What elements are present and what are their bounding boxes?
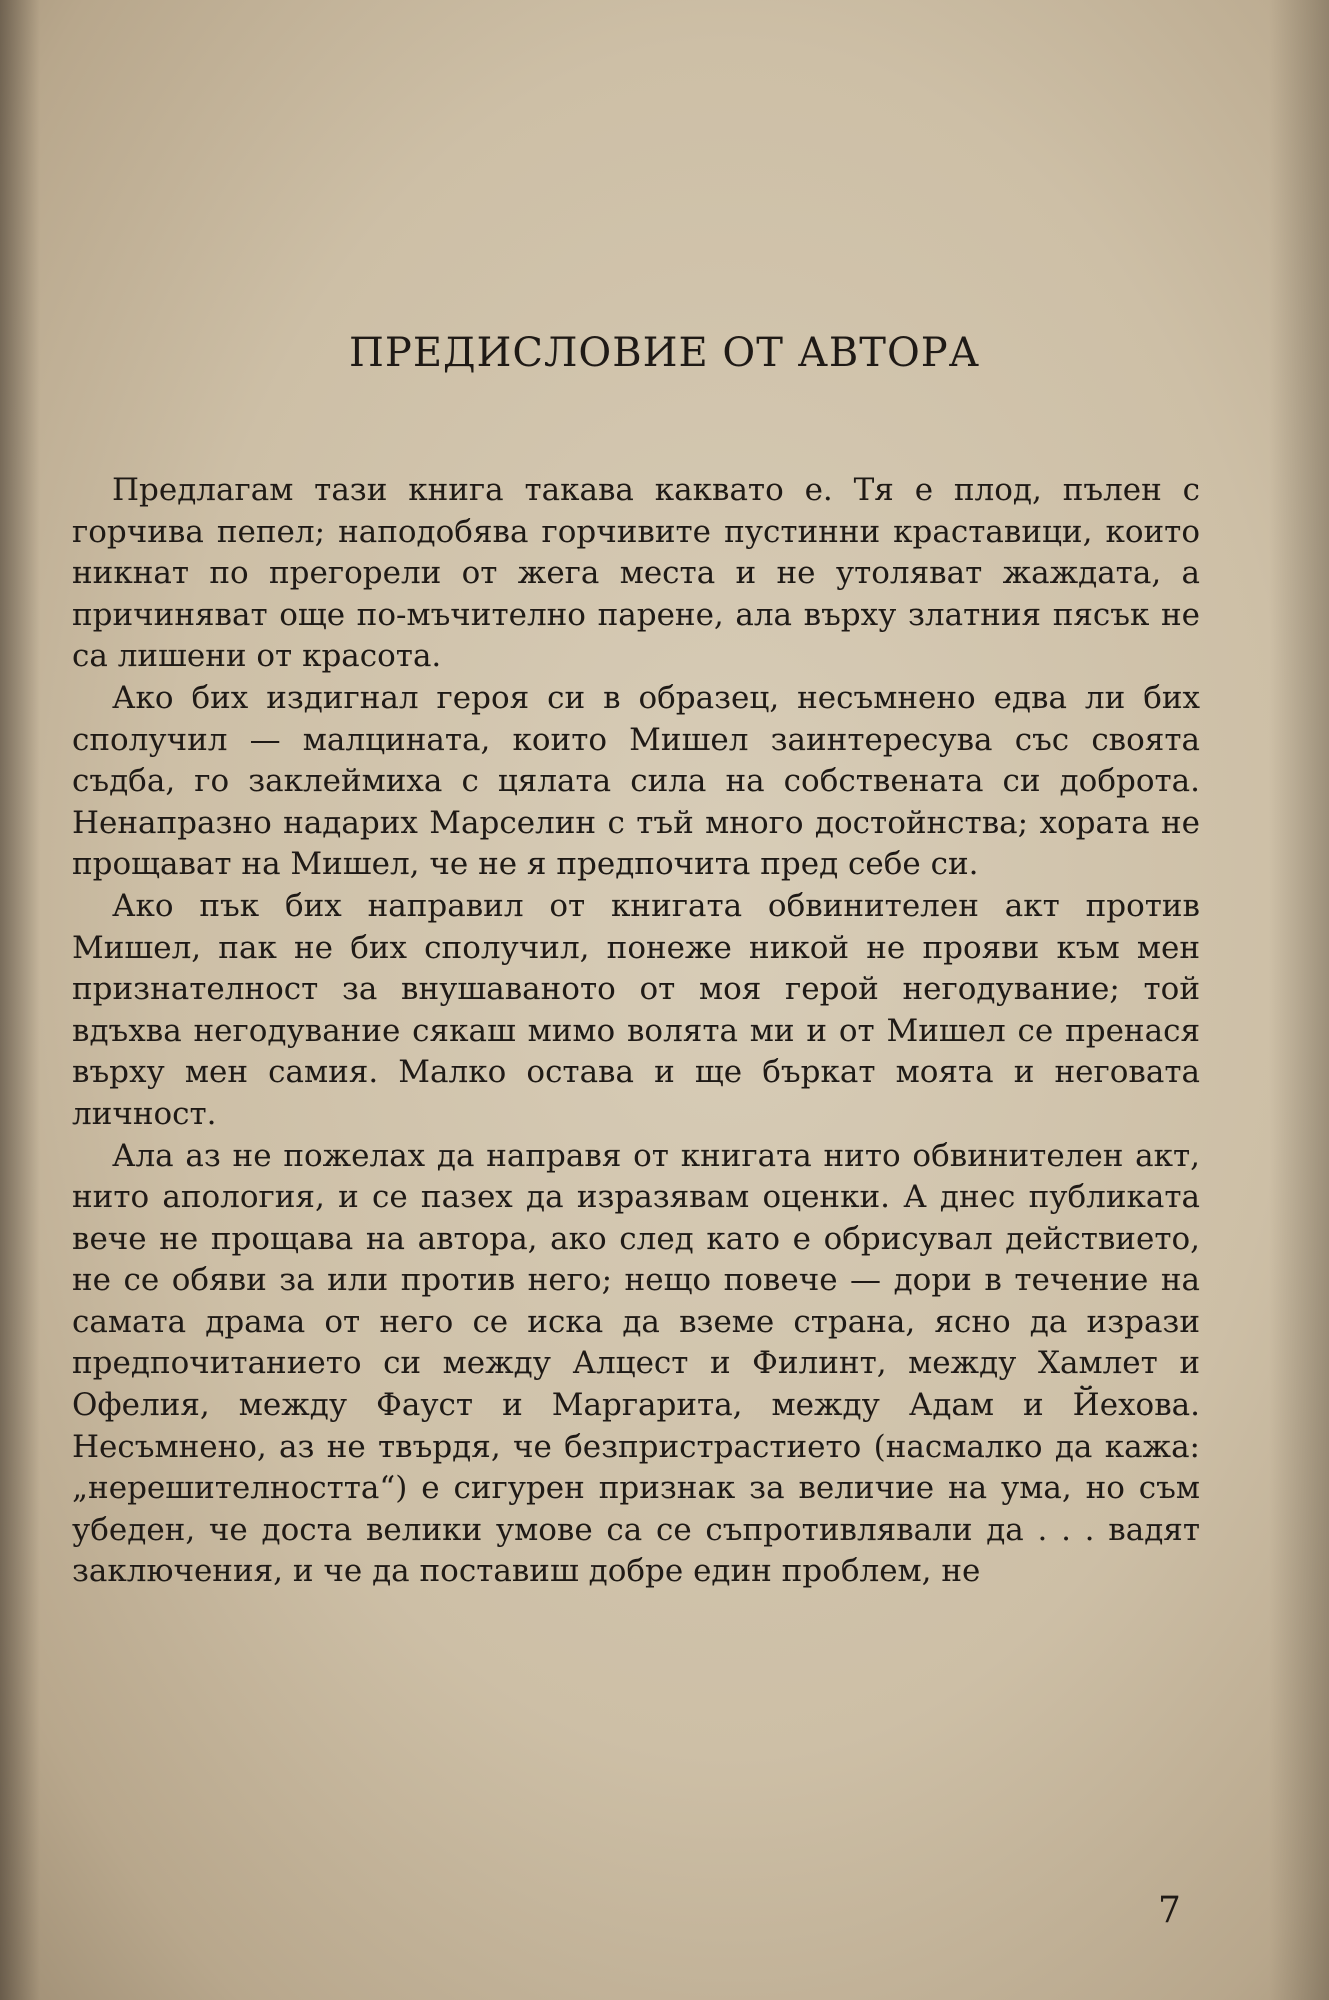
body-text — [72, 470, 1200, 1593]
chapter-title: ПРЕДИСЛОВИЕ ОТ АВТОРА — [349, 330, 980, 376]
paragraph: Ала аз не пожелах да направя от книгата нито обвинителен акт, нито апология, и се пазех да изразявам оценки. А днес публиката вече не прощава на автора, ако след като е обрисувал действието, не се обяви за или против него; нещо повече — дори в течение на самата драма от него се иска да вземе страна, ясно да изрази предпочитанието си между Алцест и Филинт, между Хамлет и Офелия, между Фауст и Маргарита, между Адам и Йехова. Несъмнено, аз не твърдя, че безпристрастието (насмалко да кажа: „нерешителността“) е сигурен признак за величие на ума, но съм убеден, че доста велики умове са се съпротивлявали да . . . вадят заключения, и че да поставиш добре един проблем, не — [72, 1137, 1200, 1590]
page-number: 7 — [1158, 1890, 1181, 1931]
paragraph: Предлагам тази книга такава каквато е. Тя е плод, пълен с горчива пепел; наподобява горчивите пустинни краставици, които никнат по прегорели от жега места и не утоляват жаждата, а причиняват още по-мъчително парене, ала върху златния пясък не са лишени от красота. — [72, 472, 1200, 675]
paragraph: Ако бих издигнал героя си в образец, несъмнено едва ли бих сполучил — малцината, които Мишел заинтересува със своята съдба, го заклеймиха с цялата сила на собствената си доброта. Ненапразно надарих Марселин с тъй много достойнства; хората не прощават на Мишел, че не я предпочита пред себе си. — [72, 679, 1200, 883]
paragraph: Ако пък бих направил от книгата обвинителен акт против Мишел, пак не бих сполучил, понеже никой не прояви към мен признателност за внушаваното от моя герой негодувание; той вдъхва негодувание сякаш мимо волята ми и от Мишел се пренася върху мен самия. Малко остава и ще бъркат моята и неговата личност. — [72, 887, 1200, 1132]
